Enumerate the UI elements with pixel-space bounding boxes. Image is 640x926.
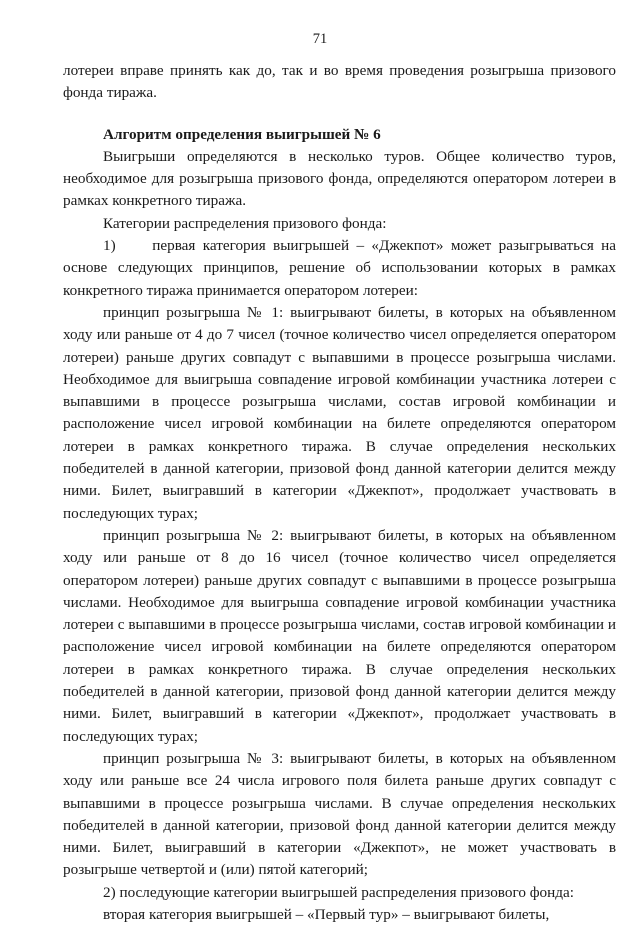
section-heading: Алгоритм определения выигрышей № 6 bbox=[103, 125, 381, 143]
page-number: 71 bbox=[312, 31, 328, 47]
paragraph-principle-2: принцип розыгрыша № 2: выигрывают билеты, в которых на объявленном ходу или раньше от 8 до 16 чисел (точное количество чисел определяется оператором лотереи) раньше других совпадут с выпавшими в процессе розыгрыша числами. Необходимое для выигрыша совпадение игровой комбинации участника лотереи с выпавшими в процессе розыгрыша числами, состав игровой комбинации и расположение чисел игровой комбинации на билете определяются оператором лотереи в рамках конкретного тиража. В случае определения нескольких победителей в данной категории, призовой фонд данной категории делится между ними. Билет, выигравший в категории «Джекпот», продолжает участвовать в последующих турах; bbox=[63, 526, 616, 745]
paragraph-principle-3: принцип розыгрыша № 3: выигрывают билеты, в которых на объявленном ходу или раньше все 24 числа игрового поля билета раньше других совпадут с выпавшими в процессе розыгрыша числами. В случае определения нескольких победителей в данной категории, призовой фонд данной категории делится между ними. Билет, выигравший в категории «Джекпот», не может участвовать в розыгрыше четвертой и (или) пятой категорий; bbox=[63, 749, 616, 879]
document-body bbox=[63, 60, 616, 926]
paragraph-principle-1: принцип розыгрыша № 1: выигрывают билеты, в которых на объявленном ходу или раньше от 4 до 7 чисел (точное количество чисел определяется оператором лотереи) раньше других совпадут с выпавшими в процессе розыгрыша числами. Необходимое для выигрыша совпадение игровой комбинации участника лотереи с выпавшими в процессе розыгрыша числами, состав игровой комбинации и расположение чисел игровой комбинации на билете определяются оператором лотереи в рамках конкретного тиража. В случае определения нескольких победителей в данной категории, призовой фонд данной категории делится между ними. Билет, выигравший в категории «Джекпот», продолжает участвовать в последующих турах; bbox=[63, 303, 616, 522]
paragraph-categories-intro: Категории распределения призового фонда: bbox=[103, 214, 387, 232]
paragraph-continuation: лотереи вправе принять как до, так и во время проведения розыгрыша призового фонда тиража. bbox=[63, 62, 616, 102]
paragraph-first-category: 1) первая категория выигрышей – «Джекпот» может разыгрываться на основе следующих принципов, решение об использовании которых в рамках конкретного тиража принимается оператором лотереи: bbox=[63, 237, 616, 299]
paragraph-second-category: вторая категория выигрышей – «Первый тур» – выигрывают билеты, bbox=[103, 905, 550, 923]
paragraph-tours: Выигрыши определяются в несколько туров. Общее количество туров, необходимое для розыгрыша призового фонда, определяются оператором лотереи в рамках конкретного тиража. bbox=[63, 147, 616, 210]
paragraph-next-categories: 2) последующие категории выигрышей распределения призового фонда: bbox=[103, 883, 574, 901]
